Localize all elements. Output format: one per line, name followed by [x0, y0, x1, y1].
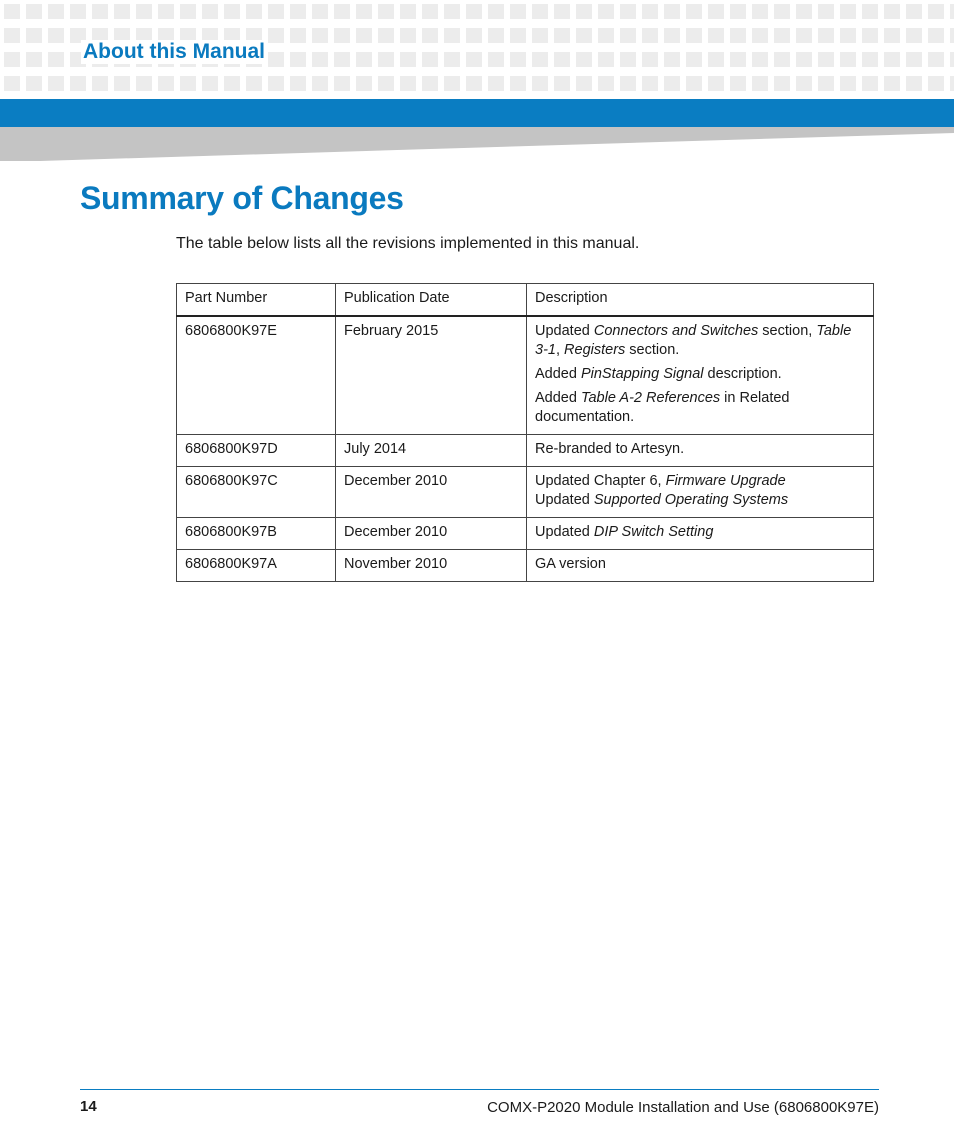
- description-line: [535, 472, 865, 491]
- table-row: [177, 467, 874, 518]
- description-reference: Connectors and Switches: [593, 323, 759, 339]
- table-body: [177, 316, 874, 582]
- cell-part-number: 6806800K97A: [177, 550, 336, 582]
- intro-text: The table below lists all the revisions implemented in this manual.: [176, 235, 640, 252]
- page-title: Summary of Changes: [80, 180, 404, 216]
- description-text: Added: [535, 366, 581, 382]
- description-reference: Firmware Upgrade: [665, 473, 786, 489]
- cell-part-number: 6806800K97E: [177, 316, 336, 435]
- cell-description: [527, 518, 874, 550]
- column-header-part-number: Part Number: [177, 284, 336, 317]
- description-text: Re-branded to Artesyn.: [535, 441, 685, 457]
- description-reference: Table 3-1: [535, 323, 852, 358]
- description-line: [535, 322, 865, 360]
- table-row: [177, 435, 874, 467]
- footer-rule: [80, 1089, 879, 1090]
- description-text: ,: [555, 342, 565, 358]
- cell-publication-date: July 2014: [336, 435, 527, 467]
- description-reference: PinStapping Signal: [580, 366, 704, 382]
- description-line: [535, 555, 865, 574]
- header-gray-wedge: [0, 127, 954, 163]
- cell-publication-date: November 2010: [336, 550, 527, 582]
- section-title: About this Manual: [83, 40, 265, 63]
- cell-publication-date: December 2010: [336, 467, 527, 518]
- table-header-row: [177, 284, 874, 317]
- cell-description: [527, 316, 874, 435]
- description-text: Updated: [535, 492, 594, 508]
- cell-description: [527, 435, 874, 467]
- cell-publication-date: February 2015: [336, 316, 527, 435]
- description-text: Updated Chapter 6,: [535, 473, 666, 489]
- column-header-publication-date: Publication Date: [336, 284, 527, 317]
- description-reference: Supported Operating Systems: [593, 492, 789, 508]
- cell-part-number: 6806800K97C: [177, 467, 336, 518]
- table-row: [177, 518, 874, 550]
- description-line: [535, 523, 865, 542]
- description-reference: Registers: [564, 342, 626, 358]
- column-header-description: Description: [527, 284, 874, 317]
- description-line: [535, 440, 865, 459]
- cell-description: [527, 550, 874, 582]
- table-row: [177, 550, 874, 582]
- description-line: [535, 389, 865, 427]
- description-text: in Related documentation.: [535, 390, 790, 425]
- footer-document-title: COMX-P2020 Module Installation and Use (6806800K97E): [487, 1099, 879, 1116]
- description-text: section,: [758, 323, 817, 339]
- description-line: [535, 365, 865, 384]
- description-text: Updated: [535, 323, 594, 339]
- description-line: [535, 491, 865, 510]
- description-text: GA version: [535, 556, 606, 572]
- description-text: Updated: [535, 524, 594, 540]
- revision-table: [176, 283, 874, 582]
- description-text: Added: [535, 390, 581, 406]
- cell-publication-date: December 2010: [336, 518, 527, 550]
- description-reference: DIP Switch Setting: [593, 524, 714, 540]
- cell-part-number: 6806800K97D: [177, 435, 336, 467]
- description-text: section.: [625, 342, 680, 358]
- cell-part-number: 6806800K97B: [177, 518, 336, 550]
- description-text: description.: [703, 366, 782, 382]
- cell-description: [527, 467, 874, 518]
- table-row: [177, 316, 874, 435]
- description-reference: Table A-2 References: [580, 390, 721, 406]
- page-number: 14: [80, 1098, 97, 1115]
- header-blue-bar: [0, 99, 954, 127]
